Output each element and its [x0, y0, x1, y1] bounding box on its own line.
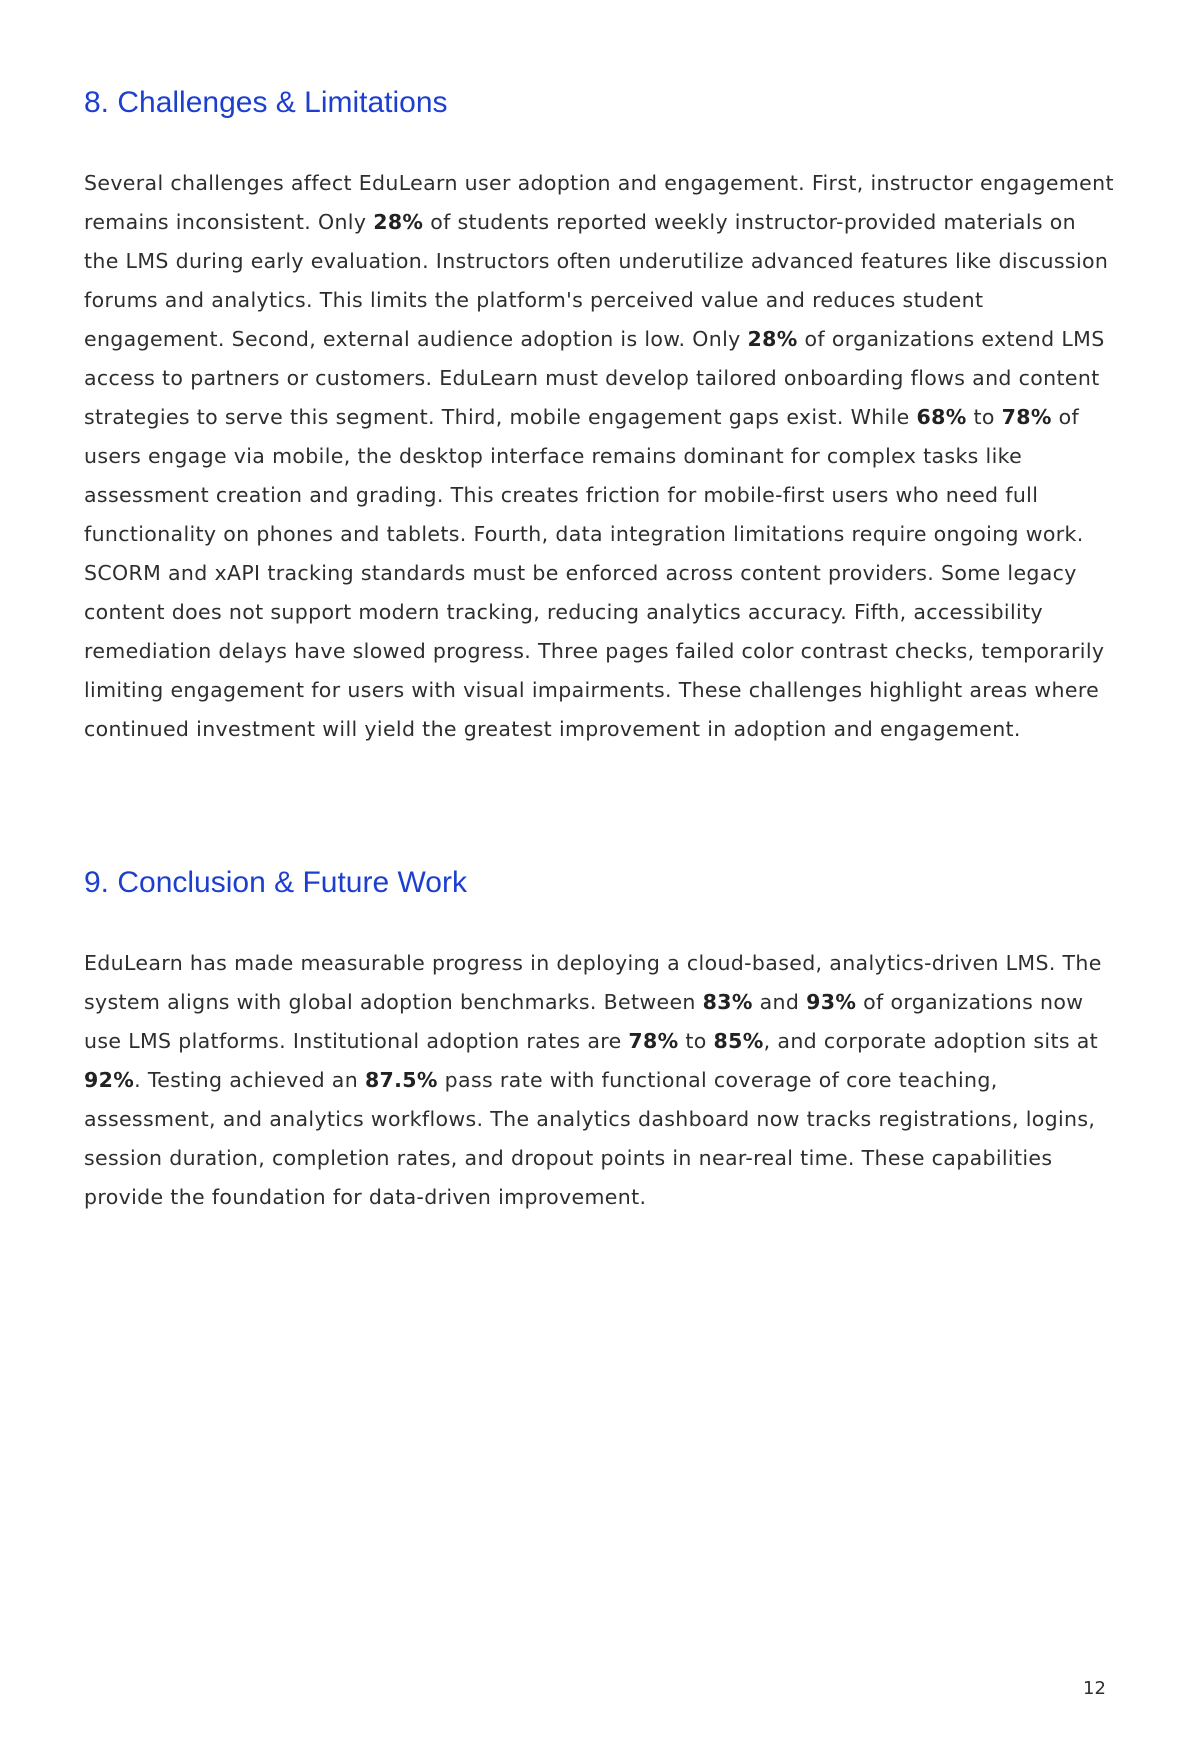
highlighted-stat: 28% — [373, 210, 424, 234]
page-number: 12 — [1083, 1678, 1106, 1699]
highlighted-stat: 92% — [84, 1068, 135, 1092]
section-heading-challenges: 8. Challenges & Limitations — [84, 86, 448, 119]
paragraph-text: , and corporate adoption sits at — [763, 1029, 1099, 1053]
highlighted-stat: 85% — [713, 1029, 764, 1053]
paragraph-text: . Testing achieved an — [134, 1068, 365, 1092]
paragraph-text: of students reported weekly instructor-provided materials on the LMS during early evaluation. Instructors often underutilize advanced features like discussion forums and analytics. This limits the platform's perceived value and reduces student engagement. Second, external audience adoption is low. Only — [84, 210, 1109, 351]
highlighted-stat: 93% — [806, 990, 857, 1014]
paragraph-text: EduLearn has made measurable progress in deploying a cloud-based, analytics-driven LMS. The system aligns with global adoption benchmarks. Between — [84, 951, 1102, 1014]
highlighted-stat: 78% — [628, 1029, 679, 1053]
paragraph-text: of organizations extend LMS access to partners or customers. EduLearn must develop tailored onboarding flows and content strategies to serve this segment. Third, mobile engagement gaps exist. While — [84, 327, 1105, 429]
section-paragraph-challenges — [84, 164, 1114, 749]
paragraph-text: and — [752, 990, 807, 1014]
paragraph-text: of users engage via mobile, the desktop interface remains dominant for complex tasks like assessment creation and grading. This creates friction for mobile-first users who need full functionality on phones and tablets. Fourth, data integration limitations require ongoing work. SCORM and xAPI tracking standards must be enforced across content providers. Some legacy content does not support modern tracking, reducing analytics accuracy. Fifth, accessibility remediation delays have slowed progress. Three pages failed color contrast checks, temporarily limiting engagement for users with visual impairments. These challenges highlight areas where continued investment will yield the greatest improvement in adoption and engagement. — [84, 405, 1105, 741]
highlighted-stat: 68% — [916, 405, 967, 429]
paragraph-text: to — [678, 1029, 714, 1053]
highlighted-stat: 83% — [702, 990, 753, 1014]
paragraph-text: Several challenges affect EduLearn user adoption and engagement. First, instructor engagement remains inconsistent. Only — [84, 171, 1114, 234]
section-paragraph-conclusion — [84, 944, 1114, 1217]
paragraph-text: pass rate with functional coverage of core teaching, assessment, and analytics workflows. The analytics dashboard now tracks registrations, logins, session duration, completion rates, and dropout points in near-real time. These capabilities provide the foundation for data-driven improvement. — [84, 1068, 1096, 1209]
paragraph-text: to — [966, 405, 1002, 429]
highlighted-stat: 87.5% — [364, 1068, 438, 1092]
highlighted-stat: 28% — [747, 327, 798, 351]
section-heading-conclusion: 9. Conclusion & Future Work — [84, 866, 467, 899]
paragraph-text: of organizations now use LMS platforms. Institutional adoption rates are — [84, 990, 1084, 1053]
highlighted-stat: 78% — [1001, 405, 1052, 429]
